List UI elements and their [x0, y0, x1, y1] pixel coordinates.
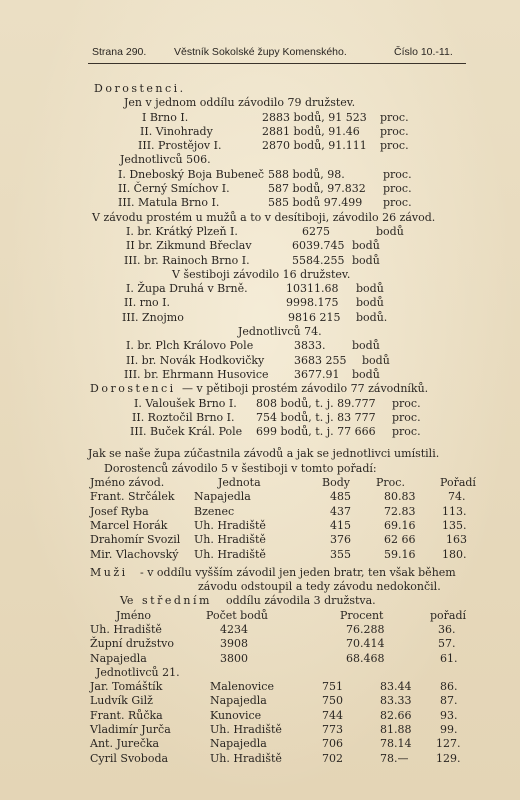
- section-intro: V závodu prostém u mužů a to v desítiboji, závodilo 26 závod.: [92, 210, 436, 224]
- table-row: Župní družstvo 3908 70.414 57.: [90, 637, 456, 651]
- result-row: II. rno I. 9998.175 bodů: [124, 296, 384, 310]
- table-row: Uh. Hradiště 4234 76.288 36.: [90, 622, 456, 636]
- result-row: I. br. Krátký Plzeň I. 6275 bodů: [126, 224, 404, 238]
- result-row: I. br. Plch Královo Pole 3833. bodů: [126, 339, 380, 353]
- paragraph-line: závodu odstoupil a tedy závodu nedokončil.: [198, 580, 441, 594]
- result-row: II. Černý Smíchov I. 587 bodů, 97.832 proc.: [118, 182, 412, 196]
- table-row: Drahomír Svozil Uh. Hradiště 376 62 66 163: [90, 533, 467, 547]
- subheading: Jednotlivců 506.: [120, 153, 211, 167]
- table-row: Vladimír Jurča Uh. Hradiště 773 81.88 99.: [90, 723, 458, 737]
- section-heading: Dorostenci.: [94, 82, 186, 95]
- result-row: I. Valoušek Brno I. 808 bodů, t. j. 89.777 proc.: [134, 396, 421, 410]
- section-heading: Dorostenci: [90, 382, 176, 396]
- result-row: III. br. Rainoch Brno I. 5584.255 bodů: [124, 253, 380, 267]
- table-header: Jméno Počet bodů Procent pořadí: [116, 608, 467, 622]
- paragraph-line: oddílu závodila 3 družstva.: [226, 594, 376, 608]
- section-intro: Jen v jednom oddílu závodilo 79 družstev.: [124, 96, 356, 110]
- paragraph-line: - v oddílu vyšším závodil jen jeden bratr, ten však během: [140, 565, 456, 579]
- result-row: I. Dneboský Boja Bubeneč 588 bodů, 98. proc.: [118, 167, 412, 181]
- result-row: II. Vinohrady 2881 bodů, 91.46 proc.: [140, 124, 409, 138]
- header-rule: [88, 63, 466, 64]
- table-row: Josef Ryba Bzenec 437 72.83 113.: [90, 504, 467, 518]
- paragraph-line: Dorostenců závodilo 5 v šestiboji v tomto pořadí:: [104, 461, 377, 475]
- page-content: Dorostenci. Jen v jednom oddílu závodilo 79 družstev. I Brno I. 2883 bodů, 91 523 proc. II. Vinohrady 2881 bodů, 91.46 proc. III. Prostějov I. 2870 bodů, 91.111 proc. Jednotlivců 506. I. Dneboský Boja Bubeneč 588 bodů, 98. proc. II. Černý Smíchov I. 587 bodů, 97.832 proc. III. Matula Brno I. 585 bodů 97.499 proc. V závodu prostém u mužů a to v desítiboji, závodilo 26 závod. I. br. Krátký Plzeň I. 6275 bodů II br. Zikmund Břeclav 6039.745 bodů III. br. Rainoch Brno I. 5584.255 bodů V šestiboji závodilo 16 družstev. I. Župa Druhá v Brně. 10311.68 bodů II. rno I. 9998.175 bodů III. Znojmo 9816 215 bodů. Jednotlivců 74. I. br. Plch Královo Pole 3833. bodů II. br. Novák Hodkovičky 3683 255 bodů III. br. Ehrmann Husovice 3677.91 bodů Dorostenci — v pětiboji prostém závodilo 77 závodníků. I. Valoušek Brno I. 808 bodů, t. j. 89.777 proc. II. Roztočil Brno I. 754 bodů, t. j. 83 777 proc. III. Buček Král. Pole 699 bodů, t. j. 77 666 proc. Jak se naše župa zúčastnila závodů a jak se jednotlivci umístili. Dorostenců závodilo 5 v šestiboji v tomto pořadí: Jméno závod. Jednota Body Proc. Pořadí Frant. Strčálek Napajedla 485 80.83 74. Josef Ryba Bzenec 437 72.83 113. Marcel Horák Uh. Hradiště 415 69.16 135. Drahomír Svozil Uh. Hradiště 376 62 66 163 Mir. Vlachovský Uh. Hradiště 355 59.16 180. Muži - v oddílu vyšším závodil jen jeden bratr, ten však během závodu odstoupil a tedy závodu nedokončil. Ve středním oddílu závodila 3 družstva. Jméno Počet bodů Procent pořadí Uh. Hradiště 4234 76.288 36. Župní družstvo 3908 70.414 57. Napajedla 3800 68.468 61. Jednotlivců 21. Jar. Tomáštík Malenovice 751 83.44 86. Ludvík Gilž Napajedla 750 83.33 87. Frant. Růčka Kunovice 744 82.66 93. Vladimír Jurča Uh. Hradiště 773 81.88 99. Ant. Jurečka Napajedla 706 78.14 127. Cyril Svoboda Uh. Hradiště 702 78.— 129.: [88, 82, 476, 765]
- result-row: III. Prostějov I. 2870 bodů, 91.111 proc.: [138, 139, 409, 153]
- table-row: Cyril Svoboda Uh. Hradiště 702 78.— 129.: [90, 751, 461, 765]
- table-row: Jar. Tomáštík Malenovice 751 83.44 86.: [90, 680, 458, 694]
- issue-number: Číslo 10.-11.: [394, 46, 453, 58]
- emphasis-word: středním: [142, 594, 212, 608]
- result-row: II. Roztočil Brno I. 754 bodů, t. j. 83 777 proc.: [132, 410, 421, 424]
- table-row: Mir. Vlachovský Uh. Hradiště 355 59.16 180.: [90, 547, 467, 561]
- result-row: III. Znojmo 9816 215 bodů.: [122, 310, 388, 324]
- section-heading: Muži: [90, 565, 128, 579]
- page-number: Strana 290.: [92, 46, 147, 58]
- section-intro: — v pětiboji prostém závodilo 77 závodníků.: [182, 382, 429, 396]
- result-row: III. br. Ehrmann Husovice 3677.91 bodů: [124, 367, 380, 381]
- subheading: V šestiboji závodilo 16 družstev.: [172, 267, 351, 281]
- table-row: Napajedla 3800 68.468 61.: [90, 651, 458, 665]
- subheading: Jednotlivců 74.: [238, 325, 322, 339]
- result-row: III. Matula Brno I. 585 bodů 97.499 proc.: [118, 196, 412, 210]
- result-row: I. Župa Druhá v Brně. 10311.68 bodů: [126, 282, 384, 296]
- subheading: Jednotlivců 21.: [96, 665, 180, 679]
- result-row: II. br. Novák Hodkovičky 3683 255 bodů: [126, 353, 390, 367]
- journal-title: Věstník Sokolské župy Komenského.: [174, 46, 347, 58]
- result-row: III. Buček Král. Pole 699 bodů, t. j. 77 666 proc.: [130, 425, 421, 439]
- table-row: Frant. Strčálek Napajedla 485 80.83 74.: [90, 490, 466, 504]
- table-row: Marcel Horák Uh. Hradiště 415 69.16 135.: [90, 518, 467, 532]
- table-row: Ludvík Gilž Napajedla 750 83.33 87.: [90, 694, 458, 708]
- table-row: Ant. Jurečka Napajedla 706 78.14 127.: [90, 737, 461, 751]
- table-header: Jméno závod. Jednota Body Proc. Pořadí: [90, 476, 476, 490]
- result-row: I Brno I. 2883 bodů, 91 523 proc.: [142, 110, 409, 124]
- table-row: Frant. Růčka Kunovice 744 82.66 93.: [90, 708, 458, 722]
- result-row: II br. Zikmund Břeclav 6039.745 bodů: [126, 239, 380, 253]
- paragraph-line: Jak se naše župa zúčastnila závodů a jak se jednotlivci umístili.: [88, 447, 440, 461]
